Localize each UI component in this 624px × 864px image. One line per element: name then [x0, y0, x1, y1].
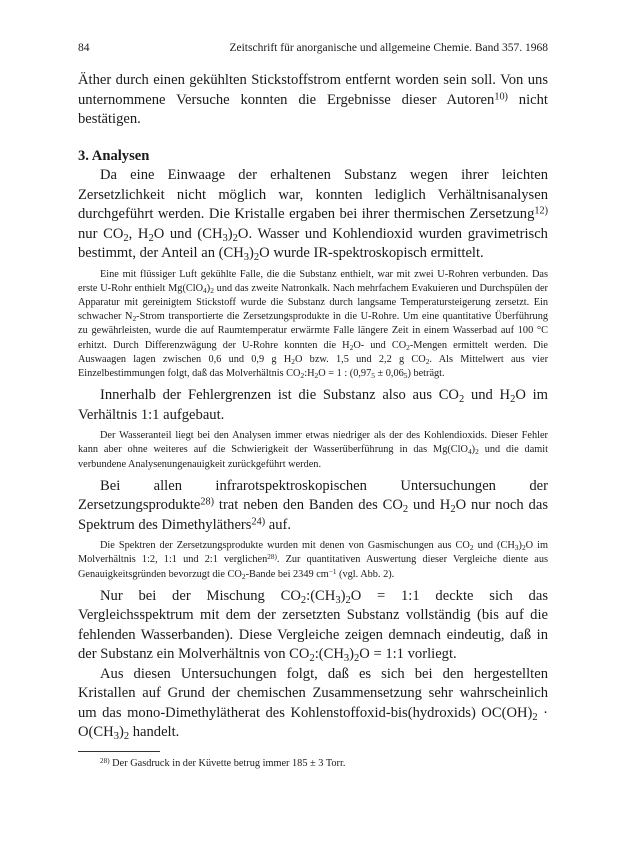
- paragraph-6: Aus diesen Untersuchungen folgt, daß es sich bei den hergestellten Kristallen auf Grund der chemischen Zusammensetzung sehr wahrscheinlich um das mono-Dimethylätherat des Kohlenstoffoxid-bis(hydroxids) $OC(OH)_2 \cdot O(CH_3)_2$ handelt.: [78, 665, 548, 743]
- paragraph-5: Nur bei der Mischung $CO_2:(CH_3)_2O$ = 1:1 deckte sich das Vergleichsspektrum mit dem der zersetzten Substanz vollständig (bis auf die fehlenden Wasserbanden). Diese Vergleiche zeigen demnach eindeutig, daß in der Substanz ein Molverhältnis von $CO_2:(CH_3)_2O$ = 1:1 vorliegt.: [78, 587, 549, 665]
- footnote-divider: [78, 751, 160, 752]
- citation-ref: 28): [267, 553, 277, 562]
- citation-ref: 10): [494, 90, 508, 102]
- article-body: [78, 71, 548, 771]
- small-print-paragraph-2: Der Wasseranteil liegt bei den Analysen immer etwas niedriger als der des Kohlendioxids. Dieser Fehler kann aber ohne weiteres auf die Schwierigkeit der Wasserüberführung in das $Mg(ClO_4)_2$ und die damit verbundene Analysenungenauigkeit zurückgeführt werden.: [78, 430, 548, 470]
- footnote-marker: 28): [100, 756, 110, 765]
- page: [78, 40, 548, 771]
- paragraph-1: Äther durch einen gekühlten Stickstoffstrom entfernt worden sein soll. Von uns unternommene Versuche konnten die Ergebnisse dieser Autoren$^{10)}$ nicht bestätigen.: [78, 72, 548, 127]
- footnote: $^{28)}$ Der Gasdruck in der Küvette betrug immer 185 ± 3 Torr.: [100, 756, 346, 769]
- citation-ref: 12): [534, 205, 548, 217]
- running-title: Zeitschrift für anorganische und allgemeine Chemie. Band 357. 1968: [229, 42, 548, 54]
- small-print-paragraph-1: Eine mit flüssiger Luft gekühlte Falle, die die Substanz enthielt, war mit zwei U-Rohren verbunden. Das erste U-Rohr enthielt $Mg(ClO_4)_2$ und das zweite Natronkalk. Nach mehrfachem Evakuieren und Durchspülen der Apparatur mit gereinigtem Stickstoff wurde die Substanz durch langsame Temperatursteigerung zersetzt. Ein schwacher $N_2$-Strom transportierte die Zersetzungsprodukte in die U-Rohre. Um eine quantitative Überführung zu gewährleisten, wurde die auf Raumtemperatur erwärmte Falle längere Zeit in einem Wasserbad auf 100 °C erhitzt. Durch Differenzwägung der U-Rohre konnten die $H_2O-$ und $CO_2$-Mengen ermittelt werden. Die Auswaagen lagen zwischen 0,6 und 0,9 g $H_2O$ bzw. 1,5 und 2,2 g $CO_2$. Als Mittelwert aus vier Einzelbestimmungen folgt, daß das Molverhältnis $CO_2:H_2O = 1$ : $(0,97_5 \pm 0,06_5)$ beträgt.: [78, 268, 548, 380]
- citation-ref: 28): [200, 496, 215, 508]
- page-number: 84: [78, 42, 90, 54]
- paragraph-3: Innerhalb der Fehlergrenzen ist die Substanz also aus $CO_2$ und $H_2O$ im Verhältnis 1:1 aufgebaut.: [78, 387, 548, 423]
- section-heading: 3. Analysen: [78, 147, 150, 164]
- page-header: [78, 40, 548, 56]
- citation-ref: 24): [251, 516, 266, 528]
- paragraph-2: Da eine Einwaage der erhaltenen Substanz wegen ihrer leichten Zersetzlichkeit nicht möglich war, konnten lediglich Verhältnisanalysen durchgeführt werden. Die Kristalle ergaben bei ihrer thermischen Zersetzung$^{12)}$ nur $CO_2$, $H_2O$ und $(CH_3)_2O$. Wasser und Kohlendioxid wurden gravimetrisch bestimmt, der Anteil an $(CH_3)_2O$ wurde IR-spektroskopisch ermittelt.: [78, 167, 548, 263]
- paragraph-4: Bei allen infrarotspektroskopischen Untersuchungen der Zersetzungsprodukte$^{28)}$ trat neben den Banden des $CO_2$ und $H_2O$ nur noch das Spektrum des Dimethyläthers$^{24)}$ auf.: [78, 477, 548, 533]
- small-print-paragraph-3: Die Spektren der Zersetzungsprodukte wurden mit denen von Gasmischungen aus $CO_2$ und $(CH_3)_2O$ im Molverhältnis 1:2, 1:1 und 2:1 verglichen$^{28)}$. Zur quantitativen Auswertung dieser Vergleiche diente aus Genauigkeitsgründen bevorzugt die $CO_2$-Bande bei 2349 $cm^{-1}$ (vgl. Abb. 2).: [78, 540, 549, 581]
